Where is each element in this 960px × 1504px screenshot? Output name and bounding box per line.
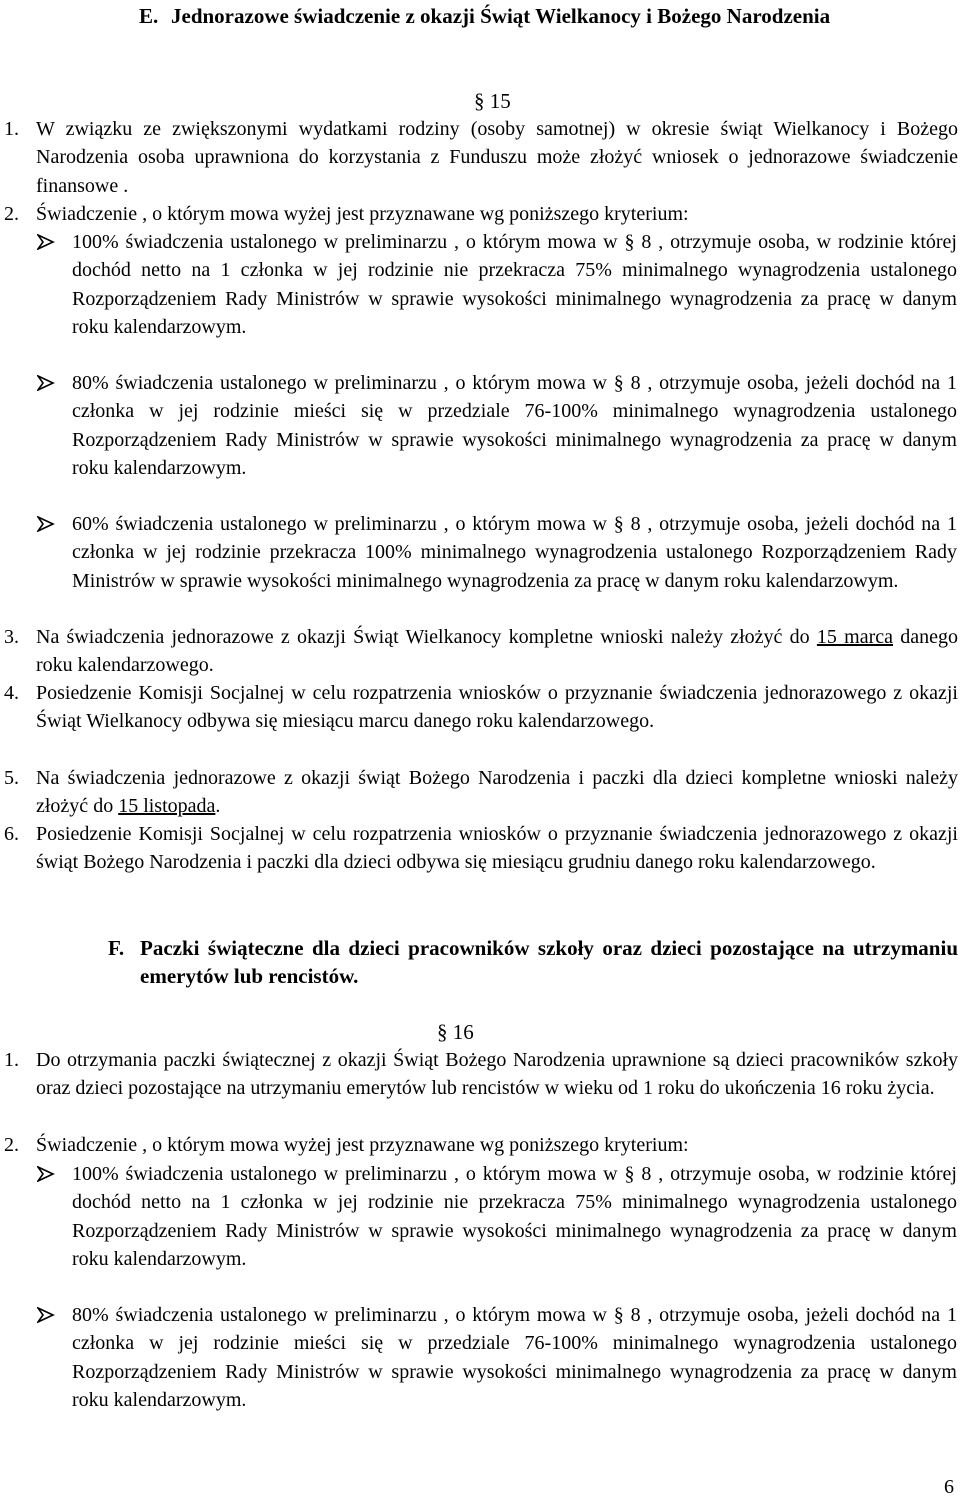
item-text: Do otrzymania paczki świątecznej z okazji Świąt Bożego Narodzenia uprawnione są dzieci pracowników szkoły oraz dzieci pozostające na utrzymaniu emerytów lub rencistów w wieku od 1 roku do ukończenia 16 roku życia. <box>36 1049 958 1100</box>
arrow-bullet-icon <box>37 1307 55 1323</box>
item-text-before: Na świadczenia jednorazowe z okazji Świąt Wielkanocy kompletne wnioski należy złożyć do <box>36 626 810 648</box>
bullet-text: 100% świadczenia ustalonego w preliminarzu , o którym mowa w § 8 , otrzymuje osoba, w rodzinie której dochód netto na 1 członka w jej rodzinie nie przekracza 75% minimalnego wynagrodzenia ustalonego Rozporządzeniem Rady Ministrów w sprawie wysokości minimalnego wynagrodzenia za pracę w danym roku kalendarzowym. <box>72 1163 957 1270</box>
section-e-paragraph-number: § 15 <box>474 89 511 113</box>
item-text: Posiedzenie Komisji Socjalnej w celu rozpatrzenia wniosków o przyznanie świadczenia jednorazowego z okazji świąt Bożego Narodzenia i paczki dla dzieci odbywa się miesiącu grudniu danego roku kalendarzowego. <box>36 823 958 874</box>
arrow-bullet-icon <box>37 375 55 391</box>
bullet-text: 80% świadczenia ustalonego w preliminarzu , o którym mowa w § 8 , otrzymuje osoba, jeżeli dochód na 1 członka w jej rodzinie mieści się w przedziale 76-100% minimalnego wynagrodzenia ustalonego Rozporządzeniem Rady Ministrów w sprawie wysokości minimalnego wynagrodzenia za pracę w danym roku kalendarzowym. <box>72 1304 957 1411</box>
deadline-date: 15 marca <box>816 626 893 648</box>
section-f-paragraph-number: § 16 <box>437 1020 474 1044</box>
section-e-title: Jednorazowe świadczenie z okazji Świąt Wielkanocy i Bożego Narodzenia <box>171 4 831 28</box>
bullet-text: 80% świadczenia ustalonego w preliminarzu , o którym mowa w § 8 , otrzymuje osoba, jeżeli dochód na 1 członka w jej rodzinie mieści się w przedziale 76-100% minimalnego wynagrodzenia ustalonego Rozporządzeniem Rady Ministrów w sprawie wysokości minimalnego wynagrodzenia za pracę w danym roku kalendarzowym. <box>72 372 957 479</box>
section-e-heading <box>139 2 957 62</box>
section-f-title: Paczki świąteczne dla dzieci pracowników szkoły oraz dzieci pozostające na utrzymaniu emerytów lub rencistów. <box>140 936 958 988</box>
item-number: 6. <box>4 823 19 845</box>
section-f-heading <box>108 934 958 994</box>
section-f-letter: F. <box>108 936 125 960</box>
arrow-bullet-icon <box>37 516 55 532</box>
item-number: 2. <box>4 1134 19 1156</box>
section-e-letter: E. <box>139 4 159 28</box>
item-text: Świadczenie , o którym mowa wyżej jest przyznawane wg poniższego kryterium: <box>36 1134 689 1156</box>
item-number: 3. <box>4 626 19 648</box>
bullet-text: 100% świadczenia ustalonego w preliminarzu , o którym mowa w § 8 , otrzymuje osoba, w rodzinie której dochód netto na 1 członka w jej rodzinie nie przekracza 75% minimalnego wynagrodzenia ustalonego Rozporządzeniem Rady Ministrów w sprawie wysokości minimalnego wynagrodzenia za pracę w danym roku kalendarzowym. <box>72 231 957 338</box>
arrow-bullet-icon <box>37 1166 55 1182</box>
arrow-bullet-icon <box>37 234 55 250</box>
bullet-text: 60% świadczenia ustalonego w preliminarzu , o którym mowa w § 8 , otrzymuje osoba, jeżeli dochód na 1 członka w jej rodzinie przekracza 100% minimalnego wynagrodzenia ustalonego Rozporządzeniem Rady Ministrów w sprawie wysokości minimalnego wynagrodzenia za pracę w danym roku kalendarzowym. <box>72 513 957 592</box>
item-number: 5. <box>4 767 19 789</box>
item-text-after: danego roku kalendarzowego. <box>36 626 958 677</box>
item-text <box>36 623 958 680</box>
item-text-before: Na świadczenia jednorazowe z okazji świąt Bożego Narodzenia i paczki dla dzieci kompletne wnioski należy złożyć do <box>36 767 958 818</box>
item-text: Świadczenie , o którym mowa wyżej jest przyznawane wg poniższego kryterium: <box>36 203 689 225</box>
item-text: Posiedzenie Komisji Socjalnej w celu rozpatrzenia wniosków o przyznanie świadczenia jednorazowego z okazji Świąt Wielkanocy odbywa się miesiącu marcu danego roku kalendarzowego. <box>36 682 958 733</box>
item-number: 1. <box>4 1049 19 1071</box>
deadline-date: 15 listopada <box>118 795 216 818</box>
item-number: 1. <box>4 118 19 140</box>
item-text <box>36 764 958 821</box>
item-number: 2. <box>4 203 19 225</box>
page-number: 6 <box>944 1476 954 1498</box>
item-text-after: . <box>215 795 221 818</box>
item-text: W związku ze zwiększonymi wydatkami rodziny (osoby samotnej) w okresie świąt Wielkanocy i Bożego Narodzenia osoba uprawniona do korzystania z Funduszu może złożyć wniosek o jednorazowe świadczenie finansowe . <box>36 118 958 197</box>
item-number: 4. <box>4 682 19 704</box>
